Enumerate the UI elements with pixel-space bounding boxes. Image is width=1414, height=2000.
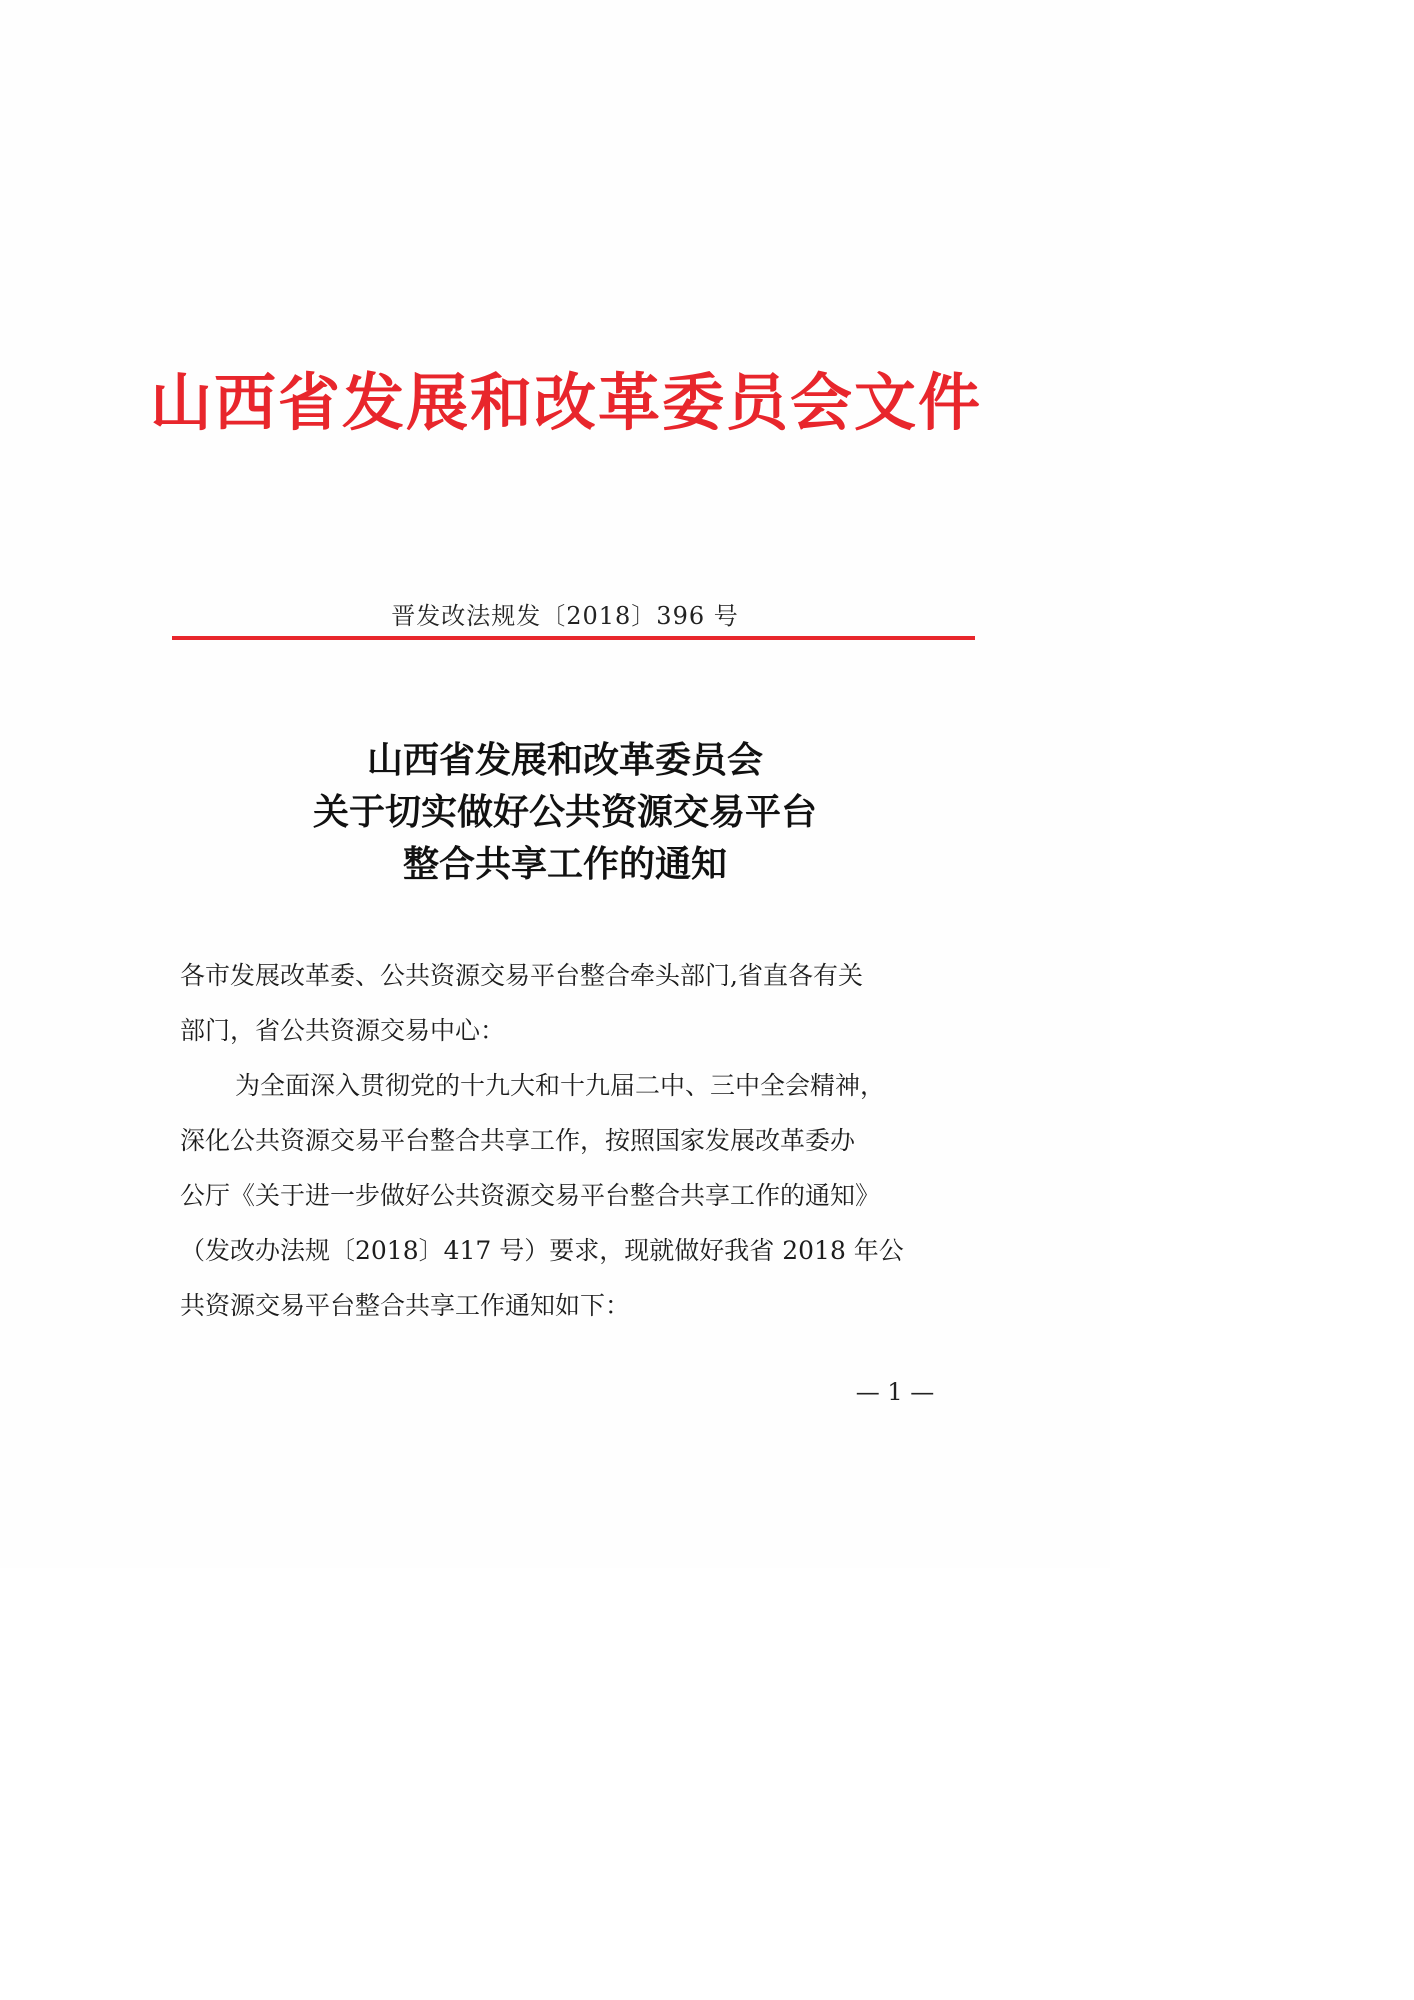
addressee-line: 部门，省公共资源交易中心： [180,1016,506,1045]
letterhead-title: 山西省发展和改革委员会文件 [150,366,983,439]
title-line: 山西省发展和改革委员会 [366,739,763,781]
page-number: — 1 — [855,1378,935,1406]
notice-title [150,734,980,890]
red-divider-line [172,636,975,640]
addressee-line: 各市发展改革委、公共资源交易平台整合牵头部门,省直各有关 [180,961,863,990]
paragraph-line: （发改办法规〔2018〕417 号）要求，现就做好我省 2018 年公 [180,1236,904,1265]
document-number: 晋发改法规发〔2018〕396 号 [391,602,739,630]
title-line: 关于切实做好公共资源交易平台 [312,791,817,833]
title-line: 整合共享工作的通知 [402,843,727,885]
paragraph-line: 共资源交易平台整合共享工作通知如下： [180,1291,631,1320]
paragraph-line: 为全面深入贯彻党的十九大和十九届二中、三中全会精神， [235,1071,886,1100]
body-text [180,948,980,1333]
paragraph-line: 深化公共资源交易平台整合共享工作，按照国家发展改革委办 [180,1126,856,1155]
paragraph-line: 公厅《关于进一步做好公共资源交易平台整合共享工作的通知》 [180,1181,881,1210]
